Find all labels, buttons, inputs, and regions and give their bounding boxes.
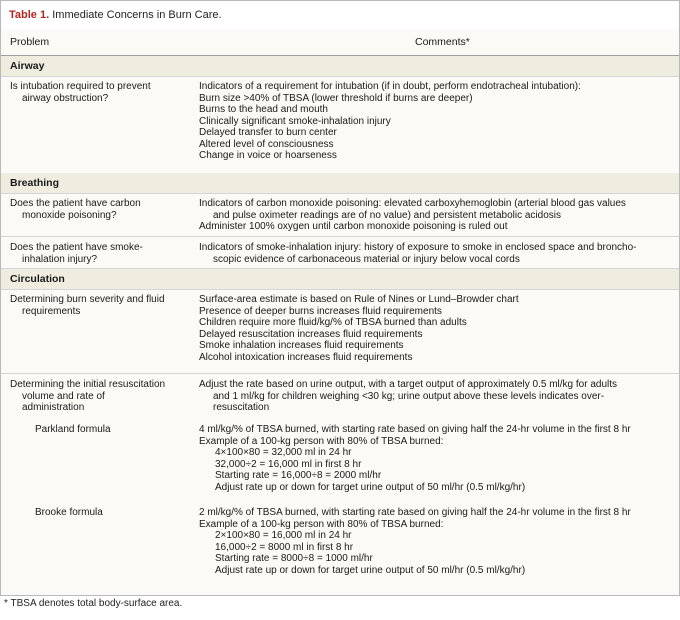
table-label: Table 1. — [9, 9, 50, 21]
column-header-problem: Problem — [10, 36, 50, 48]
table-row — [1, 81, 679, 174]
footnote: * TBSA denotes total body-surface area. — [4, 598, 183, 609]
table-title — [1, 1, 679, 30]
comments-cell: Adjust the rate based on urine output, with a target output of approximately 0.5 ml/kg for adults and 1 ml/kg for children weighing <30 kg; urine output above these levels indicates over- resuscitation — [199, 379, 618, 413]
problem-cell: Determining the initial resuscitation volume and rate of administration — [10, 379, 166, 413]
problem-cell: Does the patient have carbon monoxide poisoning? — [10, 198, 141, 221]
table-row — [1, 242, 679, 269]
table-row — [1, 198, 679, 237]
table-row — [1, 424, 679, 498]
comments-cell: Surface-area estimate is based on Rule of Nines or Lund–Browder chart Presence of deeper burns increases fluid requirements Children require more fluid/kg/% of TBSA burned than adults Delayed resuscitation increases fluid requirements Smoke inhalation increases fluid requirements Alcohol intoxication increases fluid requirements — [199, 294, 519, 363]
problem-cell: Parkland formula — [35, 424, 111, 435]
problem-cell: Determining burn severity and fluid requirements — [10, 294, 165, 317]
column-headers — [1, 29, 679, 56]
table-title-text: Immediate Concerns in Burn Care. — [52, 9, 222, 21]
comments-cell: 4 ml/kg/% of TBSA burned, with starting rate based on giving half the 24-hr volume in the first 8 hr Example of a 100-kg person with 80% of TBSA burned: 4×100×80 = 32,000 ml in 24 hr 32,000÷2 = 16,000 ml in first 8 hr Starting rate = 16,000÷8 = 2000 ml/hr Adjust rate up or down for target urine output of 50 ml/hr (0.5 ml/kg/hr) — [199, 424, 631, 493]
table-row — [1, 379, 679, 419]
comments-cell: Indicators of smoke-inhalation injury: history of exposure to smoke in enclosed space and broncho- scopic evidence of carbonaceous material or injury below vocal cords — [199, 242, 637, 265]
comments-cell: Indicators of carbon monoxide poisoning: elevated carboxyhemoglobin (arterial blood gas values and pulse oximeter readings are of no value) and persistent metabolic acidosis Administer 100% oxygen until carbon monoxide poisoning is ruled out — [199, 198, 626, 232]
comments-cell: Indicators of a requirement for intubation (if in doubt, perform endotracheal intubation): Burn size >40% of TBSA (lower threshold if burns are deeper) Burns to the head and mouth Clinically significant smoke-inhalation injury Delayed transfer to burn center Altered level of consciousness Change in voice or hoarseness — [199, 81, 581, 161]
problem-cell: Is intubation required to prevent airway obstruction? — [10, 81, 151, 104]
comments-cell: 2 ml/kg/% of TBSA burned, with starting rate based on giving half the 24-hr volume in the first 8 hr Example of a 100-kg person with 80% of TBSA burned: 2×100×80 = 16,000 ml in 24 hr 16,000÷2 = 8000 ml in first 8 hr Starting rate = 8000÷8 = 1000 ml/hr Adjust rate up or down for target urine output of 50 ml/hr (0.5 ml/kg/hr) — [199, 507, 631, 576]
table-row — [1, 294, 679, 374]
section-airway: Airway — [1, 56, 679, 77]
table-row — [1, 507, 679, 581]
problem-cell: Brooke formula — [35, 507, 103, 518]
section-circulation: Circulation — [1, 269, 679, 290]
section-breathing: Breathing — [1, 173, 679, 194]
problem-cell: Does the patient have smoke- inhalation injury? — [10, 242, 143, 265]
column-header-comments: Comments* — [415, 36, 470, 48]
